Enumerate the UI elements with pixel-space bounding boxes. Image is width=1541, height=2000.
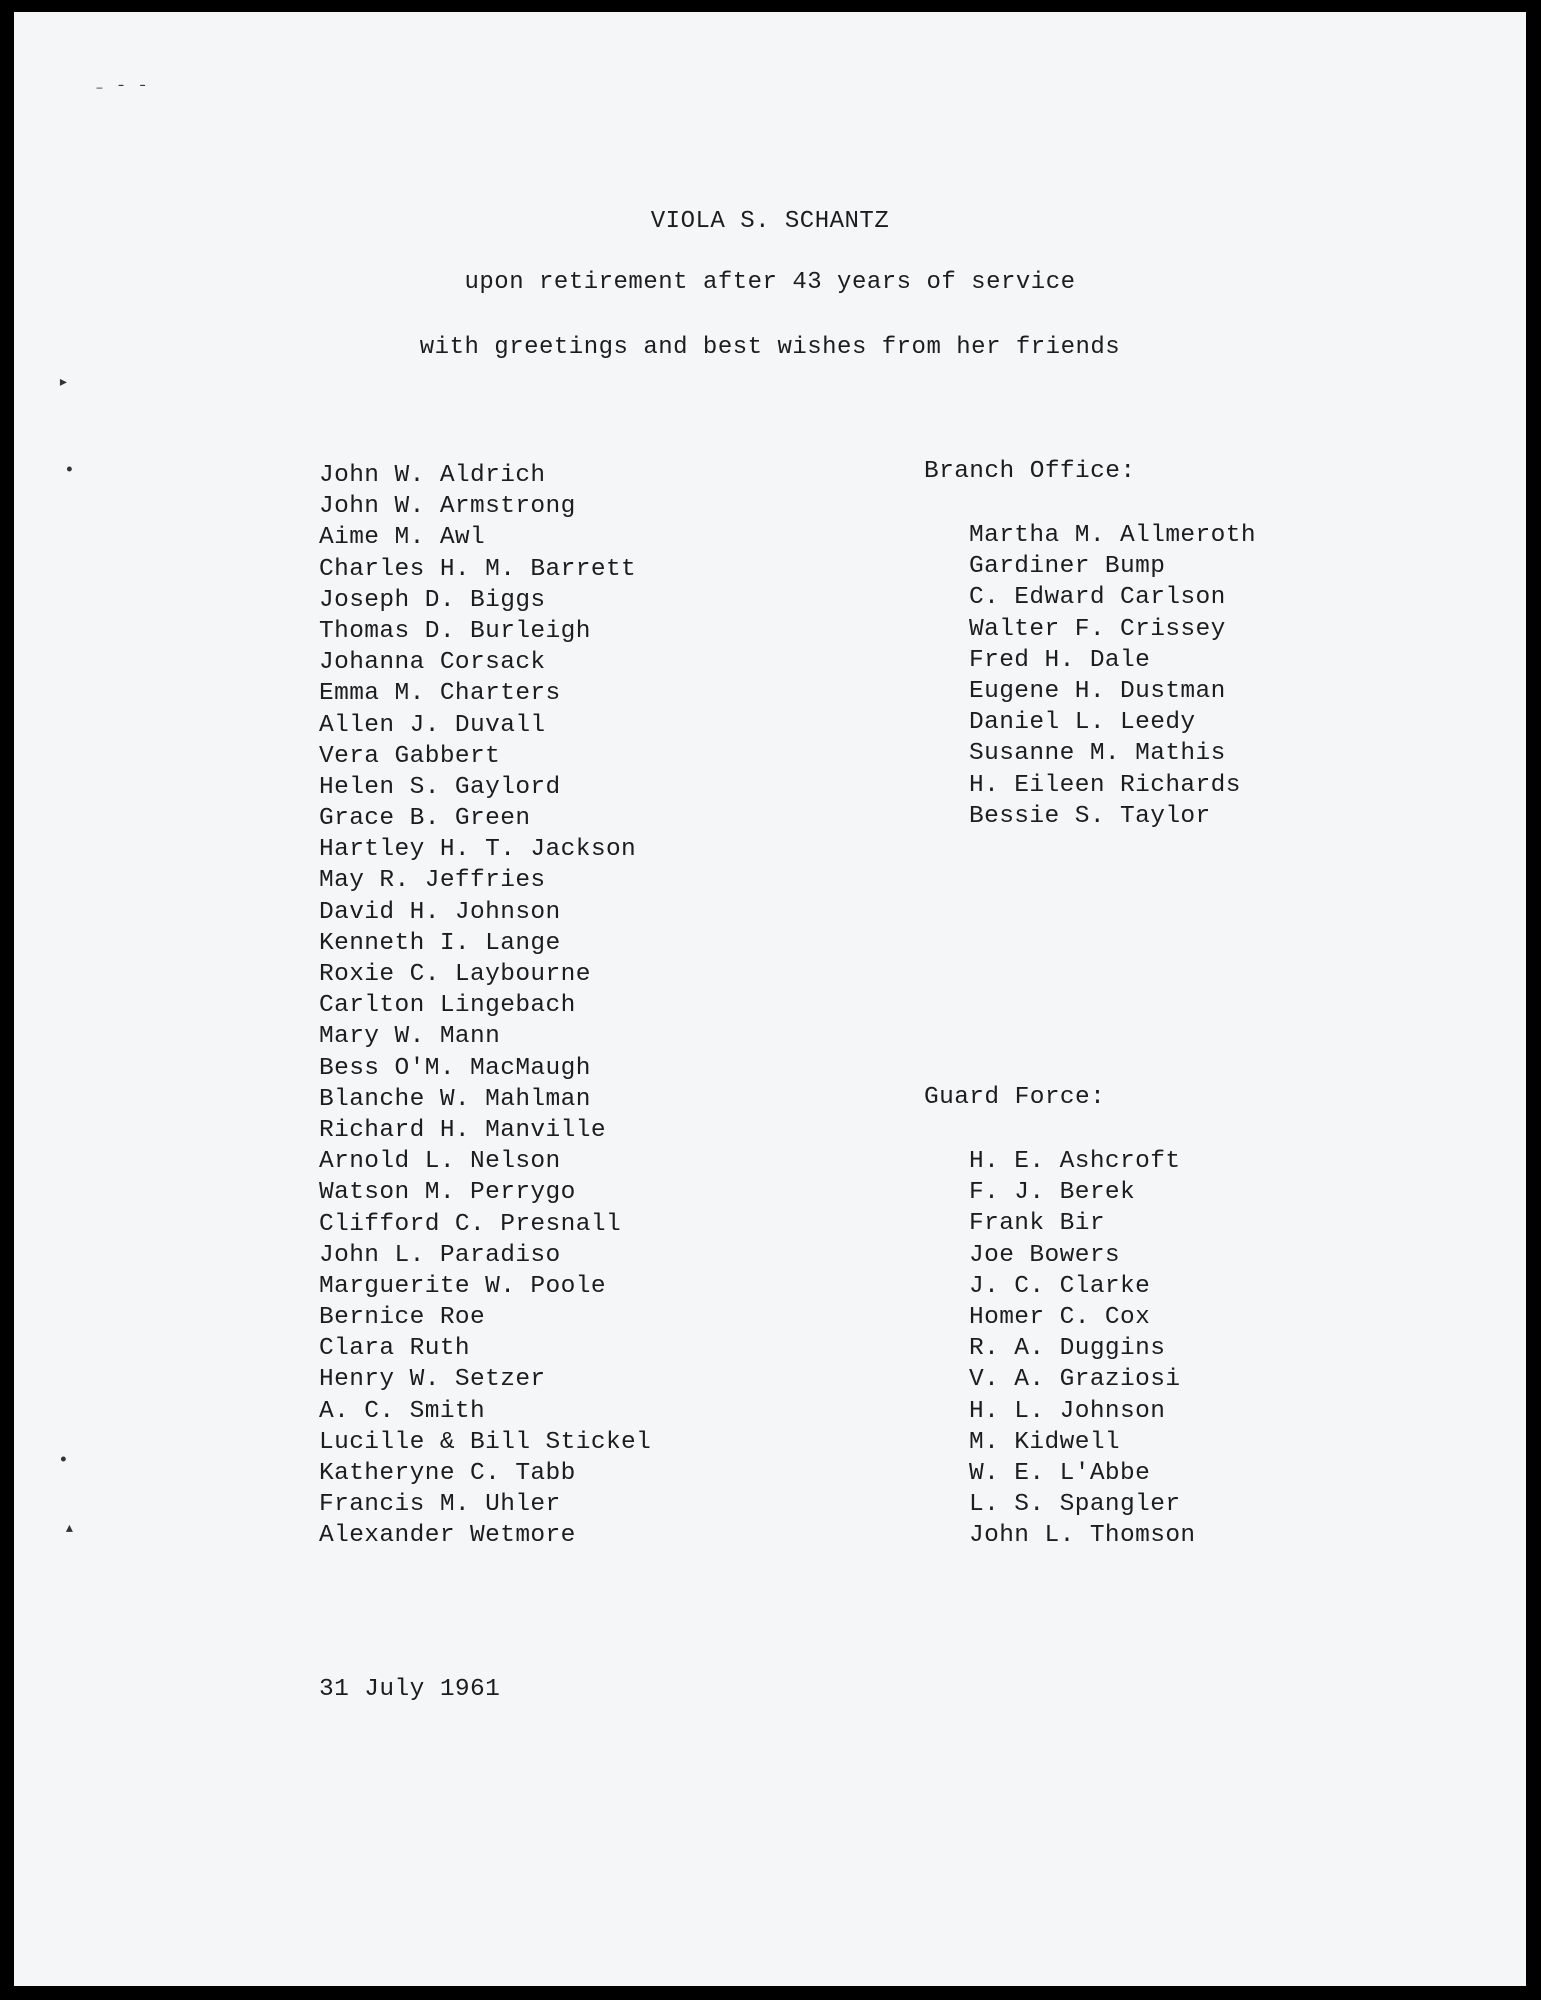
name-entry: Bessie S. Taylor bbox=[969, 802, 1211, 830]
name-entry: Joe Bowers bbox=[969, 1241, 1121, 1269]
name-entry: Roxie C. Laybourne bbox=[319, 961, 591, 988]
name-entry: Susanne M. Mathis bbox=[969, 740, 1226, 768]
document-title: VIOLA S. SCHANTZ bbox=[650, 208, 890, 235]
name-entry: John L. Paradiso bbox=[319, 1241, 561, 1269]
name-entry: A. C. Smith bbox=[319, 1397, 486, 1425]
name-entry: Henry W. Setzer bbox=[319, 1366, 546, 1394]
name-entry: H. E. Ashcroft bbox=[969, 1148, 1181, 1175]
document-date: 31 July 1961 bbox=[319, 1676, 501, 1703]
name-entry: C. Edward Carlson bbox=[969, 584, 1226, 612]
name-entry: Vera Gabbert bbox=[319, 742, 501, 770]
branch-office-heading: Branch Office: bbox=[924, 458, 1136, 485]
name-entry: Bernice Roe bbox=[319, 1304, 486, 1332]
name-entry: R. A. Duggins bbox=[969, 1335, 1166, 1363]
name-entry: W. E. L'Abbe bbox=[969, 1459, 1151, 1487]
name-entry: Blanche W. Mahlman bbox=[319, 1085, 591, 1113]
name-entry: Walter F. Crissey bbox=[969, 615, 1226, 643]
name-entry: V. A. Graziosi bbox=[969, 1366, 1181, 1394]
name-entry: Richard H. Manville bbox=[319, 1116, 606, 1144]
name-entry: Mary W. Mann bbox=[319, 1023, 501, 1051]
document-page bbox=[14, 12, 1526, 1986]
friends-list bbox=[319, 460, 651, 1552]
name-entry: Francis M. Uhler bbox=[319, 1491, 561, 1519]
name-entry: Arnold L. Nelson bbox=[319, 1148, 561, 1176]
name-entry: Grace B. Green bbox=[319, 805, 531, 833]
name-entry: Joseph D. Biggs bbox=[319, 586, 546, 614]
name-entry: Daniel L. Leedy bbox=[969, 709, 1196, 737]
name-entry: Bess O'M. MacMaugh bbox=[319, 1054, 591, 1082]
name-entry: Carlton Lingebach bbox=[319, 992, 576, 1020]
name-entry: Johanna Corsack bbox=[319, 649, 546, 677]
name-entry: Emma M. Charters bbox=[319, 680, 561, 708]
name-entry: Katheryne C. Tabb bbox=[319, 1460, 576, 1487]
name-entry: Hartley H. T. Jackson bbox=[319, 836, 637, 864]
name-entry: L. S. Spangler bbox=[969, 1491, 1181, 1519]
name-entry: John W. Aldrich bbox=[319, 462, 546, 489]
name-entry: J. C. Clarke bbox=[969, 1272, 1151, 1300]
name-entry: Clifford C. Presnall bbox=[319, 1210, 622, 1238]
name-entry: John L. Thomson bbox=[969, 1522, 1196, 1550]
name-entry: Kenneth I. Lange bbox=[319, 929, 561, 957]
margin-mark: ⁻ ˉ ˉ bbox=[94, 83, 149, 103]
name-entry: Martha M. Allmeroth bbox=[969, 522, 1256, 549]
margin-mark: ▸ bbox=[58, 373, 69, 393]
greeting-line: with greetings and best wishes from her friends bbox=[419, 334, 1121, 361]
margin-mark: • bbox=[58, 1451, 69, 1471]
name-entry: Frank Bir bbox=[969, 1210, 1105, 1238]
name-entry: Eugene H. Dustman bbox=[969, 677, 1226, 705]
guard-force-heading: Guard Force: bbox=[924, 1084, 1106, 1111]
name-entry: Charles H. M. Barrett bbox=[319, 555, 637, 583]
guard-force-list bbox=[969, 1146, 1196, 1551]
name-entry: Allen J. Duvall bbox=[319, 711, 546, 739]
name-entry: John W. Armstrong bbox=[319, 493, 576, 521]
name-entry: Fred H. Dale bbox=[969, 646, 1151, 674]
document-subtitle: upon retirement after 43 years of service bbox=[464, 269, 1076, 296]
name-entry: F. J. Berek bbox=[969, 1179, 1136, 1207]
name-entry: H. L. Johnson bbox=[969, 1397, 1166, 1425]
branch-office-list bbox=[969, 520, 1256, 832]
name-entry: Thomas D. Burleigh bbox=[319, 617, 591, 645]
name-entry: Gardiner Bump bbox=[969, 553, 1166, 581]
name-entry: Aime M. Awl bbox=[319, 524, 486, 552]
name-entry: David H. Johnson bbox=[319, 898, 561, 926]
name-entry: M. Kidwell bbox=[969, 1428, 1121, 1456]
margin-mark: ▴ bbox=[64, 1519, 75, 1539]
margin-mark: • bbox=[64, 461, 75, 481]
name-entry: Helen S. Gaylord bbox=[319, 773, 561, 801]
name-entry: Homer C. Cox bbox=[969, 1303, 1151, 1331]
name-entry: Alexander Wetmore bbox=[319, 1522, 576, 1550]
name-entry: Lucille & Bill Stickel bbox=[319, 1428, 652, 1456]
name-entry: May R. Jeffries bbox=[319, 867, 546, 895]
name-entry: H. Eileen Richards bbox=[969, 771, 1241, 799]
name-entry: Clara Ruth bbox=[319, 1335, 471, 1363]
name-entry: Marguerite W. Poole bbox=[319, 1272, 606, 1300]
name-entry: Watson M. Perrygo bbox=[319, 1179, 576, 1207]
